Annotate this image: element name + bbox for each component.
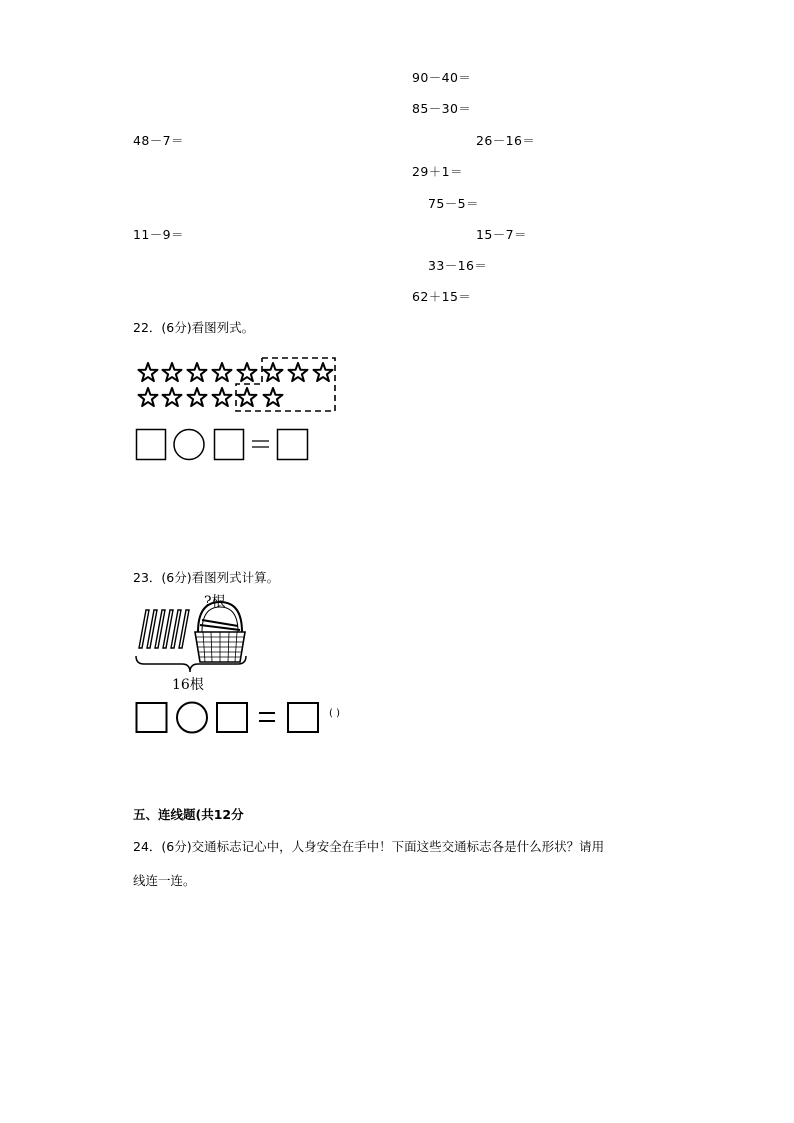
- answer-box: [217, 703, 247, 732]
- answer-box: [137, 430, 166, 460]
- answer-box: [137, 703, 167, 732]
- total-brace: [136, 656, 246, 672]
- question-23-label: 23．(6分)看图列式计算。: [133, 570, 280, 585]
- equation-85-30: 85－30＝: [412, 101, 472, 116]
- equation-62-15: 62＋15＝: [412, 289, 472, 304]
- equation-48-7: 48－7＝: [133, 133, 184, 148]
- equation-11-9: 11－9＝: [133, 227, 184, 242]
- total-label: 16根: [172, 677, 204, 693]
- equation-26-16: 26－16＝: [476, 133, 536, 148]
- question-24-line-2: 线连一连。: [133, 873, 196, 888]
- equation-75-5: 75－5＝: [428, 196, 479, 211]
- equation-90-40: 90－40＝: [412, 70, 472, 85]
- section-5-title: 五、连线题(共12分: [133, 807, 244, 822]
- equation-29-1: 29＋1＝: [412, 164, 463, 179]
- equation-15-7: 15－7＝: [476, 227, 527, 242]
- question-22-label: 22．(6分)看图列式。: [133, 320, 255, 335]
- basket: [195, 602, 245, 662]
- equation-33-16: 33－16＝: [428, 258, 488, 273]
- unit-parentheses: ( ): [329, 708, 340, 719]
- answer-template-22: [135, 428, 313, 464]
- sticks-basket-figure: [134, 606, 254, 676]
- dashed-selection-outline: [236, 358, 335, 411]
- stars-figure: [130, 352, 345, 418]
- star-row-bottom: [139, 388, 283, 406]
- answer-template-23: [135, 701, 321, 735]
- answer-box: [215, 430, 244, 460]
- answer-box: [288, 703, 318, 732]
- sticks: [139, 610, 189, 648]
- operator-circle: [174, 430, 204, 460]
- question-mark-label: ?根: [204, 594, 226, 610]
- star-row-top: [139, 363, 333, 381]
- question-24-line-1: 24．(6分)交通标志记心中，人身安全在手中！下面这些交通标志各是什么形状？请用: [133, 839, 605, 854]
- answer-box: [278, 430, 308, 460]
- operator-circle: [177, 703, 207, 733]
